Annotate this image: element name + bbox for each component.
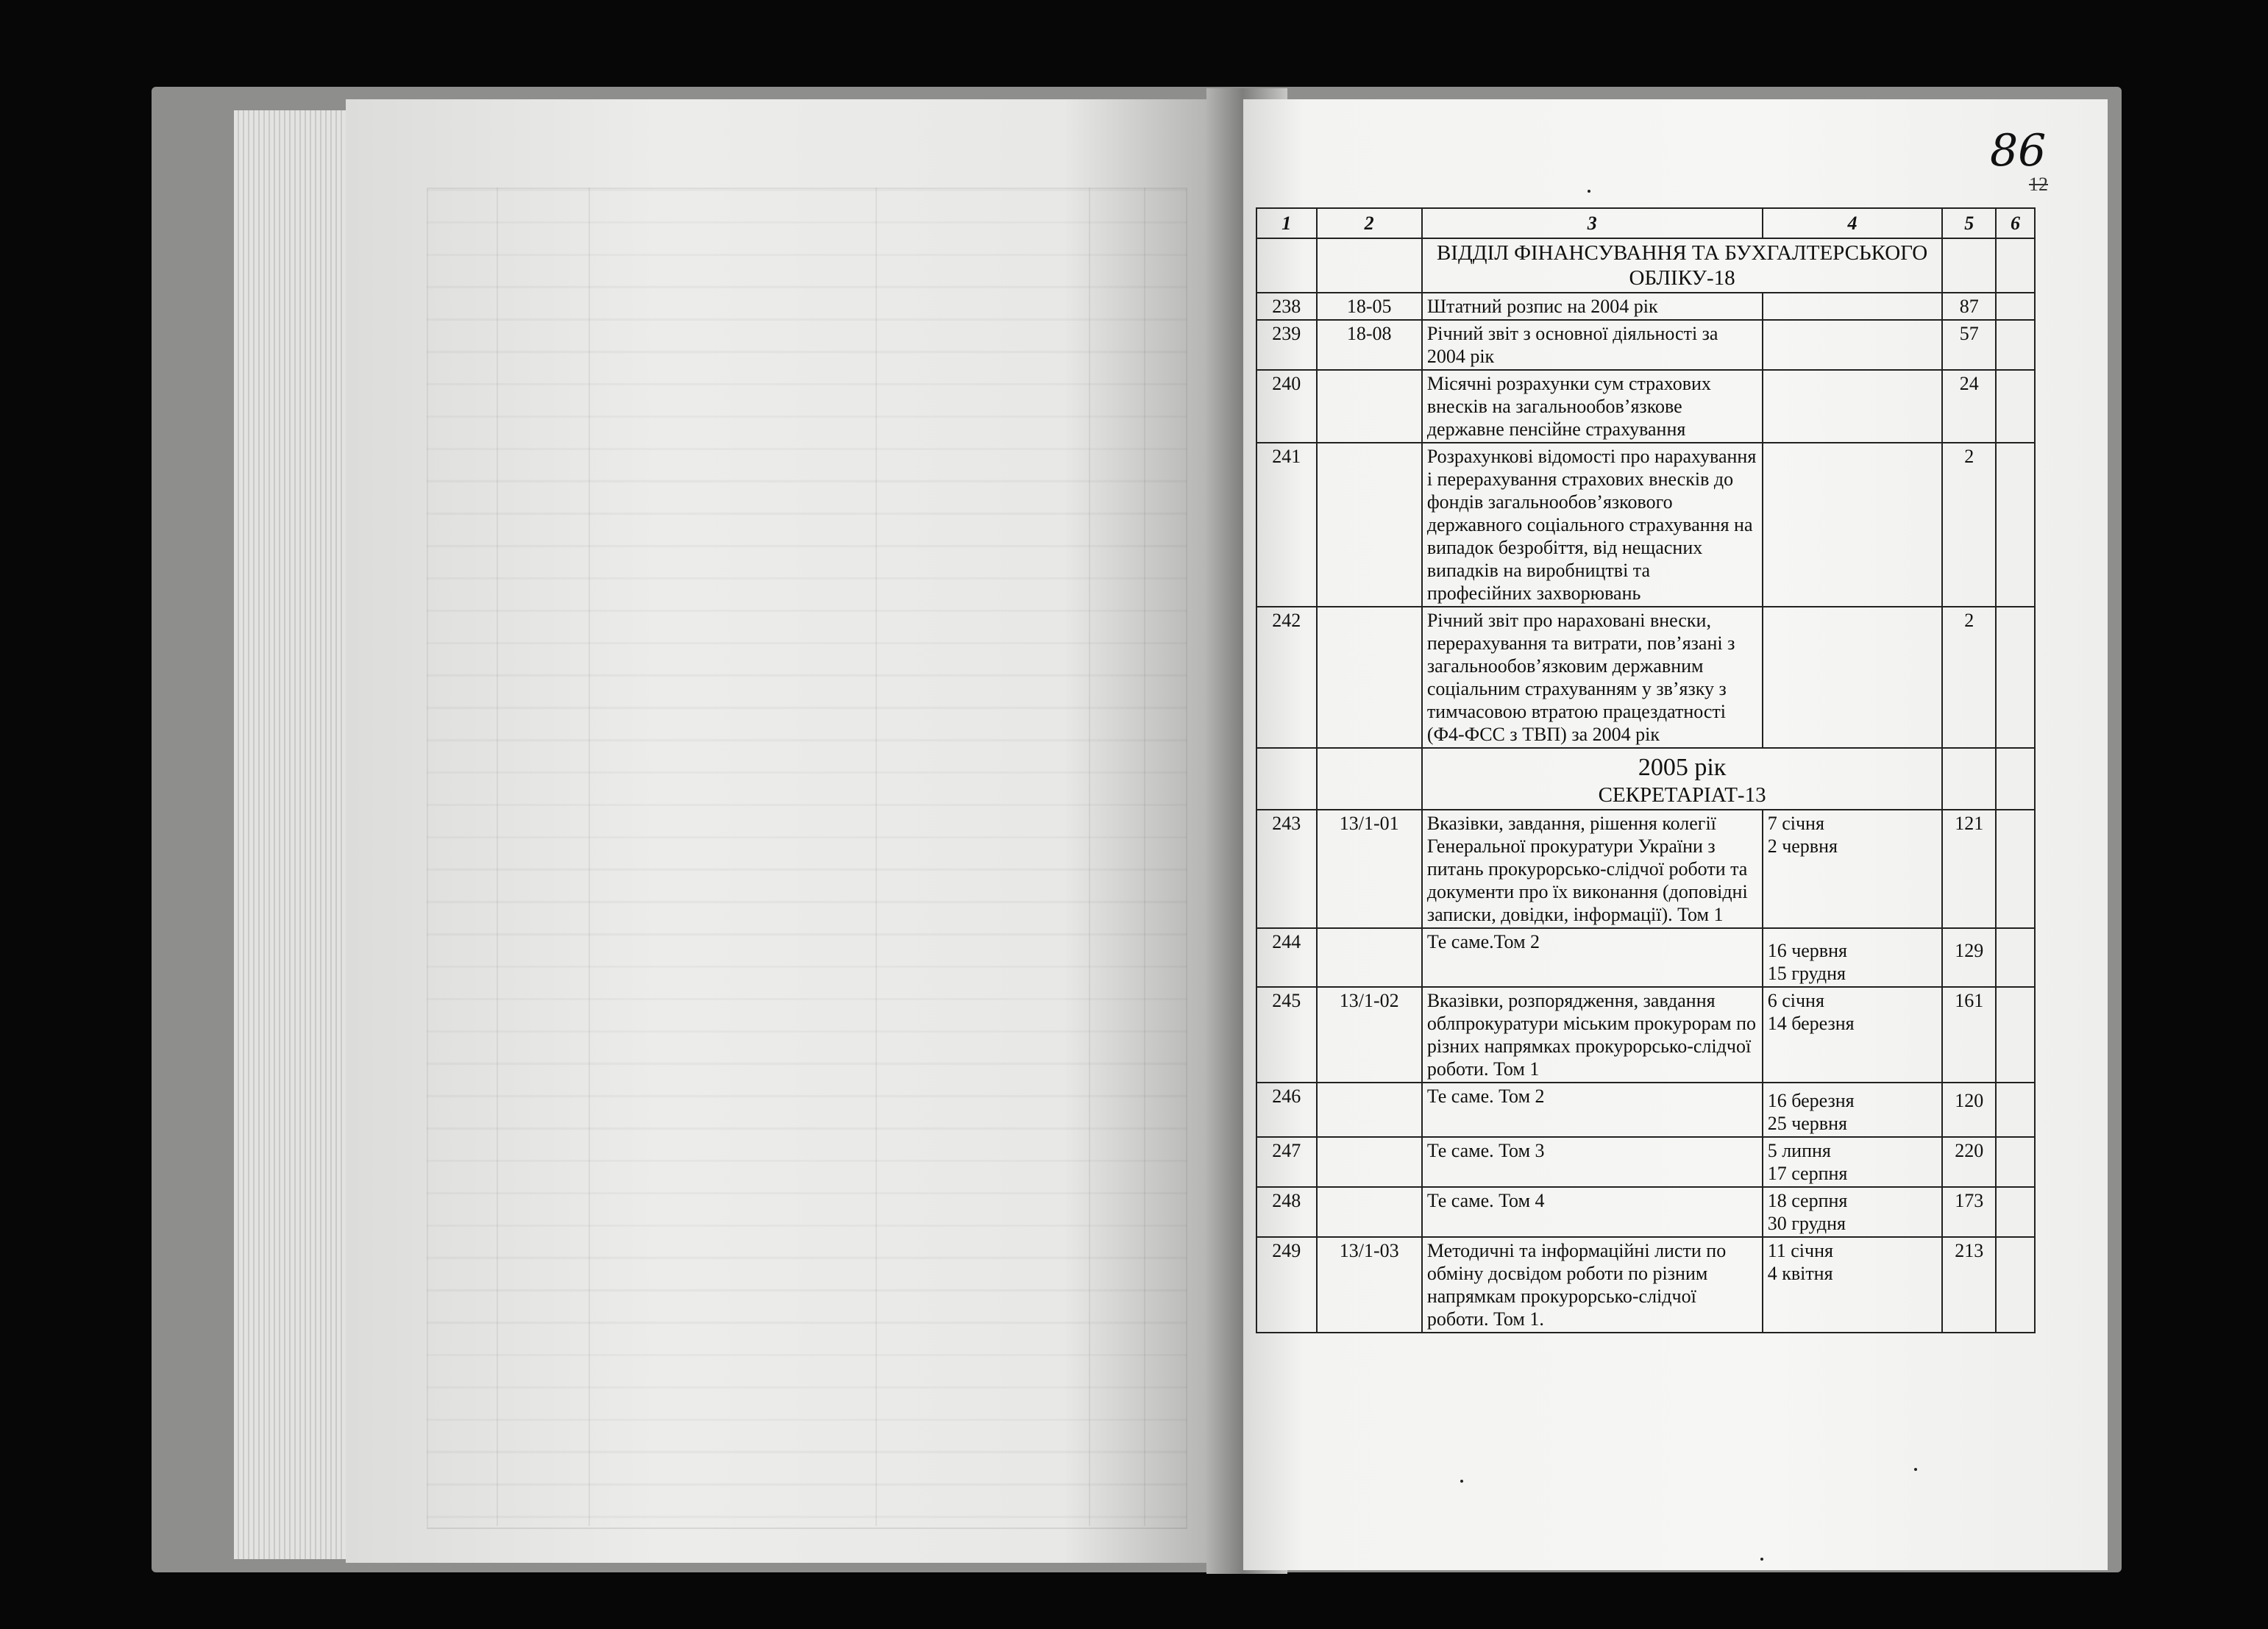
notes-cell xyxy=(1996,1083,2035,1137)
case-index xyxy=(1317,1187,1422,1237)
speck xyxy=(1588,190,1590,193)
handwritten-page-number: 86 xyxy=(1990,125,2047,177)
case-title: Штатний розпис на 2004 рік xyxy=(1422,293,1763,320)
notes-cell xyxy=(1996,320,2035,370)
speck xyxy=(1760,1558,1763,1561)
section-row xyxy=(1256,238,2035,293)
notes-cell xyxy=(1996,607,2035,748)
year-section xyxy=(1422,748,1943,810)
case-title: Річний звіт про нараховані внески, перерахування та витрати, пов’язані з загальнообов’язковим державним соціальним страхуванням у зв’язку з тимчасовою втратою працездатності (Ф4-ФСС з ТВП) за 2004 рік xyxy=(1422,607,1763,748)
case-dates xyxy=(1763,1187,1943,1237)
sheet-count: 173 xyxy=(1942,1187,1996,1237)
table-row xyxy=(1256,607,2035,748)
table-row xyxy=(1256,1237,2035,1333)
column-number: 4 xyxy=(1763,208,1943,238)
case-title: Вказівки, розпорядження, завдання облпрокуратури міським прокурорам по різних напрямках прокурорсько-слідчої роботи. Том 1 xyxy=(1422,987,1763,1083)
left-page xyxy=(346,99,1243,1563)
sheet-count: 213 xyxy=(1942,1237,1996,1333)
sheet-count: 220 xyxy=(1942,1137,1996,1187)
table-row xyxy=(1256,320,2035,370)
table-row xyxy=(1256,810,2035,928)
case-number: 245 xyxy=(1256,987,1317,1083)
date-end: 14 березня xyxy=(1767,1013,1855,1034)
case-number: 246 xyxy=(1256,1083,1317,1137)
case-number: 244 xyxy=(1256,928,1317,987)
table-row xyxy=(1256,1083,2035,1137)
case-number: 247 xyxy=(1256,1137,1317,1187)
case-number: 241 xyxy=(1256,443,1317,607)
column-number: 6 xyxy=(1996,208,2035,238)
case-index xyxy=(1317,1083,1422,1137)
table-row xyxy=(1256,370,2035,443)
notes-cell xyxy=(1996,1237,2035,1333)
table-row xyxy=(1256,1187,2035,1237)
case-title: Те саме. Том 2 xyxy=(1422,1083,1763,1137)
date-start: 16 червня xyxy=(1767,940,1847,961)
case-dates xyxy=(1763,1237,1943,1333)
case-title: Місячні розрахунки сум страхових внесків на загальнообов’язкове державне пенсійне страхування xyxy=(1422,370,1763,443)
case-dates xyxy=(1763,928,1943,987)
case-number: 239 xyxy=(1256,320,1317,370)
column-number: 5 xyxy=(1942,208,1996,238)
sheet-count: 2 xyxy=(1942,443,1996,607)
case-number: 238 xyxy=(1256,293,1317,320)
table-row xyxy=(1256,443,2035,607)
case-index: 18-08 xyxy=(1317,320,1422,370)
notes-cell xyxy=(1996,928,2035,987)
case-index: 18-05 xyxy=(1317,293,1422,320)
sheet-count: 121 xyxy=(1942,810,1996,928)
date-end: 4 квітня xyxy=(1767,1263,1833,1284)
bleed-through-table xyxy=(427,188,1187,1529)
notes-cell xyxy=(1996,810,2035,928)
case-title: Те саме. Том 4 xyxy=(1422,1187,1763,1237)
case-dates xyxy=(1763,443,1943,607)
case-index: 13/1-01 xyxy=(1317,810,1422,928)
table-row xyxy=(1256,928,2035,987)
date-end: 15 грудня xyxy=(1767,963,1846,984)
case-dates xyxy=(1763,1083,1943,1137)
case-dates xyxy=(1763,607,1943,748)
date-end: 25 червня xyxy=(1767,1113,1847,1134)
case-index: 13/1-02 xyxy=(1317,987,1422,1083)
crossed-out-page-number: 12 xyxy=(2029,174,2048,195)
table-row xyxy=(1256,987,2035,1083)
sheet-count: 57 xyxy=(1942,320,1996,370)
date-end: 17 серпня xyxy=(1767,1163,1848,1184)
column-number: 1 xyxy=(1256,208,1317,238)
case-title: Те саме.Том 2 xyxy=(1422,928,1763,987)
date-end: 30 грудня xyxy=(1767,1213,1846,1234)
case-index xyxy=(1317,607,1422,748)
case-dates xyxy=(1763,320,1943,370)
case-index xyxy=(1317,928,1422,987)
register-table xyxy=(1256,207,2036,1333)
year-heading: 2005 рік xyxy=(1638,754,1727,781)
case-title: Те саме. Том 3 xyxy=(1422,1137,1763,1187)
case-index xyxy=(1317,370,1422,443)
column-number-row xyxy=(1256,208,2035,238)
date-end: 2 червня xyxy=(1767,835,1838,857)
case-number: 243 xyxy=(1256,810,1317,928)
case-title: Методичні та інформаційні листи по обміну досвідом роботи по різним напрямкам прокурорсько-слідчої роботи. Том 1. xyxy=(1422,1237,1763,1333)
case-index xyxy=(1317,443,1422,607)
date-start: 16 березня xyxy=(1767,1090,1855,1111)
sheet-count: 2 xyxy=(1942,607,1996,748)
column-number: 2 xyxy=(1317,208,1422,238)
sheet-count: 24 xyxy=(1942,370,1996,443)
date-start: 5 липня xyxy=(1767,1140,1831,1161)
section-heading-secretariat: СЕКРЕТАРІАТ-13 xyxy=(1598,783,1766,807)
notes-cell xyxy=(1996,370,2035,443)
notes-cell xyxy=(1996,1187,2035,1237)
case-dates xyxy=(1763,370,1943,443)
section-heading-finance: ВІДДІЛ ФІНАНСУВАННЯ ТА БУХГАЛТЕРСЬКОГО ОБЛІКУ-18 xyxy=(1422,238,1943,293)
sheet-count: 120 xyxy=(1942,1083,1996,1137)
date-start: 11 січня xyxy=(1767,1240,1833,1261)
year-row xyxy=(1256,748,2035,810)
table-row xyxy=(1256,1137,2035,1187)
case-number: 242 xyxy=(1256,607,1317,748)
notes-cell xyxy=(1996,443,2035,607)
column-number: 3 xyxy=(1422,208,1763,238)
table-row xyxy=(1256,293,2035,320)
case-number: 249 xyxy=(1256,1237,1317,1333)
case-title: Вказівки, завдання, рішення колегії Генеральної прокуратури України з питань прокурорсько-слідчої роботи та документи про їх виконання (доповідні записки, довідки, інформації). Том 1 xyxy=(1422,810,1763,928)
notes-cell xyxy=(1996,293,2035,320)
speck xyxy=(1460,1480,1463,1483)
case-title: Розрахункові відомості про нарахування і перерахування страхових внесків до фондів загальнообов’язкового державного соціального страхування на випадок безробіття, від нещасних випадків на виробництві та професійних захворювань xyxy=(1422,443,1763,607)
notes-cell xyxy=(1996,1137,2035,1187)
sheet-count: 87 xyxy=(1942,293,1996,320)
case-number: 240 xyxy=(1256,370,1317,443)
case-dates xyxy=(1763,810,1943,928)
case-index: 13/1-03 xyxy=(1317,1237,1422,1333)
case-index xyxy=(1317,1137,1422,1187)
date-start: 7 січня xyxy=(1767,813,1824,834)
case-title: Річний звіт з основної діяльності за 2004 рік xyxy=(1422,320,1763,370)
case-number: 248 xyxy=(1256,1187,1317,1237)
sheet-count: 129 xyxy=(1942,928,1996,987)
notes-cell xyxy=(1996,987,2035,1083)
date-start: 6 січня xyxy=(1767,990,1824,1011)
speck xyxy=(1914,1468,1917,1471)
case-dates xyxy=(1763,293,1943,320)
case-dates xyxy=(1763,1137,1943,1187)
date-start: 18 серпня xyxy=(1767,1190,1848,1211)
sheet-count: 161 xyxy=(1942,987,1996,1083)
case-dates xyxy=(1763,987,1943,1083)
